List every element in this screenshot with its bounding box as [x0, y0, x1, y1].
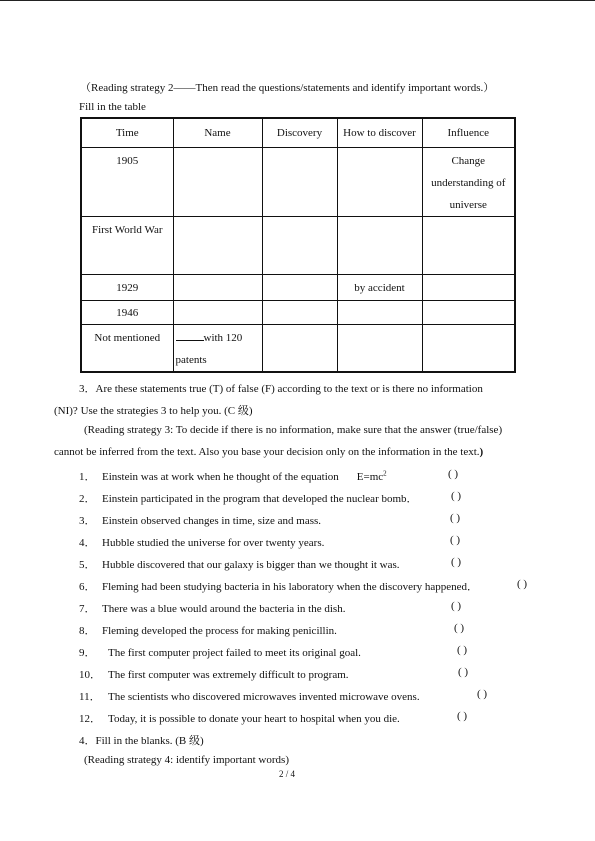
statement-number: 7． — [79, 603, 96, 615]
statement-1 — [79, 468, 387, 484]
answer-blank[interactable]: ( ) — [450, 512, 461, 524]
statement-text: Einstein observed changes in time, size and mass. — [102, 515, 322, 527]
strategy-3-close: ) — [479, 446, 484, 458]
answer-blank[interactable]: ( ) — [454, 622, 465, 634]
table-header-row — [81, 118, 515, 148]
statement-number: 9． — [79, 647, 96, 659]
page-number: 2 / 4 — [279, 769, 296, 779]
statement-5 — [79, 556, 400, 572]
statement-text: The first computer was extremely difficult to program. — [108, 669, 349, 681]
statement-text: Hubble studied the universe for over twenty years. — [102, 537, 325, 549]
statement-text: Einstein participated in the program that developed the nuclear bomb． — [102, 493, 418, 505]
statement-3 — [79, 512, 321, 528]
name-cell[interactable] — [173, 148, 262, 217]
discovery-cell[interactable] — [262, 325, 337, 373]
statement-9 — [79, 644, 361, 660]
answer-blank[interactable]: ( ) — [451, 490, 462, 502]
answer-blank[interactable]: ( ) — [448, 468, 459, 480]
statement-number: 5． — [79, 559, 96, 571]
fill-table-label: Fill in the table — [79, 101, 146, 113]
question-4: 4．Fill in the blanks. (B 级) — [79, 735, 204, 747]
discovery-cell[interactable] — [262, 275, 337, 301]
statement-number: 10． — [79, 669, 101, 681]
statement-number: 12． — [79, 713, 101, 725]
equation-superscript: 2 — [383, 469, 387, 478]
name-suffix: with 120 — [203, 332, 243, 344]
top-rule — [0, 0, 595, 1]
answer-blank[interactable]: ( ) — [458, 666, 469, 678]
time-text: First World War — [91, 224, 163, 236]
header-discovery: Discovery — [262, 118, 337, 148]
statement-number: 11． — [79, 691, 101, 703]
how-cell[interactable] — [337, 217, 422, 275]
statement-2 — [79, 490, 418, 506]
statement-number: 3． — [79, 515, 96, 527]
table-row — [81, 275, 515, 301]
statement-text: Fleming had been studying bacteria in his laboratory when the discovery happened． — [102, 581, 479, 593]
discovery-cell[interactable] — [262, 148, 337, 217]
table-row — [81, 301, 515, 325]
table-row — [81, 148, 515, 217]
answer-blank[interactable]: ( ) — [457, 644, 468, 656]
strategy-3-text: cannot be inferred from the text. Also you base your decision only on the information in the text. — [54, 446, 480, 458]
time-text: 1905 — [116, 155, 139, 167]
answer-blank[interactable]: ( ) — [517, 578, 528, 590]
answer-blank[interactable]: ( ) — [477, 688, 488, 700]
answer-blank[interactable]: ( ) — [457, 710, 468, 722]
discovery-table — [80, 117, 516, 373]
question-3-line-1: 3．Are these statements true (T) of false (F) according to the text or is there no information — [79, 383, 483, 395]
influence-line: understanding of — [431, 177, 506, 189]
statement-number: 4． — [79, 537, 96, 549]
statement-text: Einstein was at work when he thought of the equation — [102, 471, 339, 483]
statement-number: 6． — [79, 581, 96, 593]
statement-7 — [79, 600, 345, 616]
name-blank[interactable] — [176, 328, 204, 341]
time-cell: 1929 — [81, 275, 173, 301]
equation: E=mc — [356, 471, 384, 483]
statement-11 — [79, 688, 420, 704]
table-row — [81, 325, 515, 373]
header-influence: Influence — [422, 118, 515, 148]
how-cell[interactable] — [337, 148, 422, 217]
statement-number: 2． — [79, 493, 96, 505]
answer-blank[interactable]: ( ) — [451, 600, 462, 612]
statement-text: The scientists who discovered microwaves invented microwave ovens. — [108, 691, 420, 703]
name-cell[interactable] — [173, 275, 262, 301]
header-time: Time — [81, 118, 173, 148]
name-line2: patents — [175, 354, 207, 366]
discovery-cell[interactable] — [262, 217, 337, 275]
how-cell: by accident — [337, 275, 422, 301]
header-how-to-discover: How to discover — [337, 118, 422, 148]
influence-line: Change — [451, 155, 486, 167]
influence-cell[interactable] — [422, 275, 515, 301]
name-cell[interactable] — [173, 217, 262, 275]
statement-text: Fleming developed the process for making penicillin. — [102, 625, 337, 637]
statement-text: Today, it is possible to donate your heart to hospital when you die. — [108, 713, 400, 725]
statement-number: 8． — [79, 625, 96, 637]
statement-4 — [79, 534, 324, 550]
how-cell[interactable] — [337, 301, 422, 325]
influence-cell — [422, 148, 515, 217]
statement-text: There was a blue would around the bacteria in the dish. — [102, 603, 346, 615]
reading-strategy-3-line-2 — [54, 446, 483, 458]
discovery-cell[interactable] — [262, 301, 337, 325]
influence-cell[interactable] — [422, 325, 515, 373]
time-cell — [81, 325, 173, 373]
influence-cell[interactable] — [422, 217, 515, 275]
time-cell — [81, 148, 173, 217]
statement-text: Hubble discovered that our galaxy is bigger than we thought it was. — [102, 559, 400, 571]
time-cell — [81, 217, 173, 275]
answer-blank[interactable]: ( ) — [451, 556, 462, 568]
question-3-line-2: (NI)? Use the strategies 3 to help you. (C 级) — [54, 405, 253, 417]
reading-strategy-4: (Reading strategy 4: identify important words) — [84, 754, 289, 766]
time-text: Not mentioned — [94, 332, 161, 344]
statement-10 — [79, 666, 349, 682]
time-cell: 1946 — [81, 301, 173, 325]
statement-6 — [79, 578, 478, 594]
statement-number: 1． — [79, 471, 96, 483]
name-cell[interactable] — [173, 301, 262, 325]
statement-text: The first computer project failed to meet its original goal. — [108, 647, 361, 659]
reading-strategy-2: （Reading strategy 2——Then read the questions/statements and identify important words.） — [80, 82, 495, 94]
statement-8 — [79, 622, 337, 638]
how-cell[interactable] — [337, 325, 422, 373]
answer-blank[interactable]: ( ) — [450, 534, 461, 546]
influence-line: universe — [449, 199, 487, 211]
table-row — [81, 217, 515, 275]
influence-cell[interactable] — [422, 301, 515, 325]
statement-12 — [79, 710, 400, 726]
name-cell[interactable] — [173, 325, 262, 373]
reading-strategy-3-line-1: (Reading strategy 3: To decide if there is no information, make sure that the answer (true/false) — [84, 424, 503, 436]
header-name: Name — [173, 118, 262, 148]
